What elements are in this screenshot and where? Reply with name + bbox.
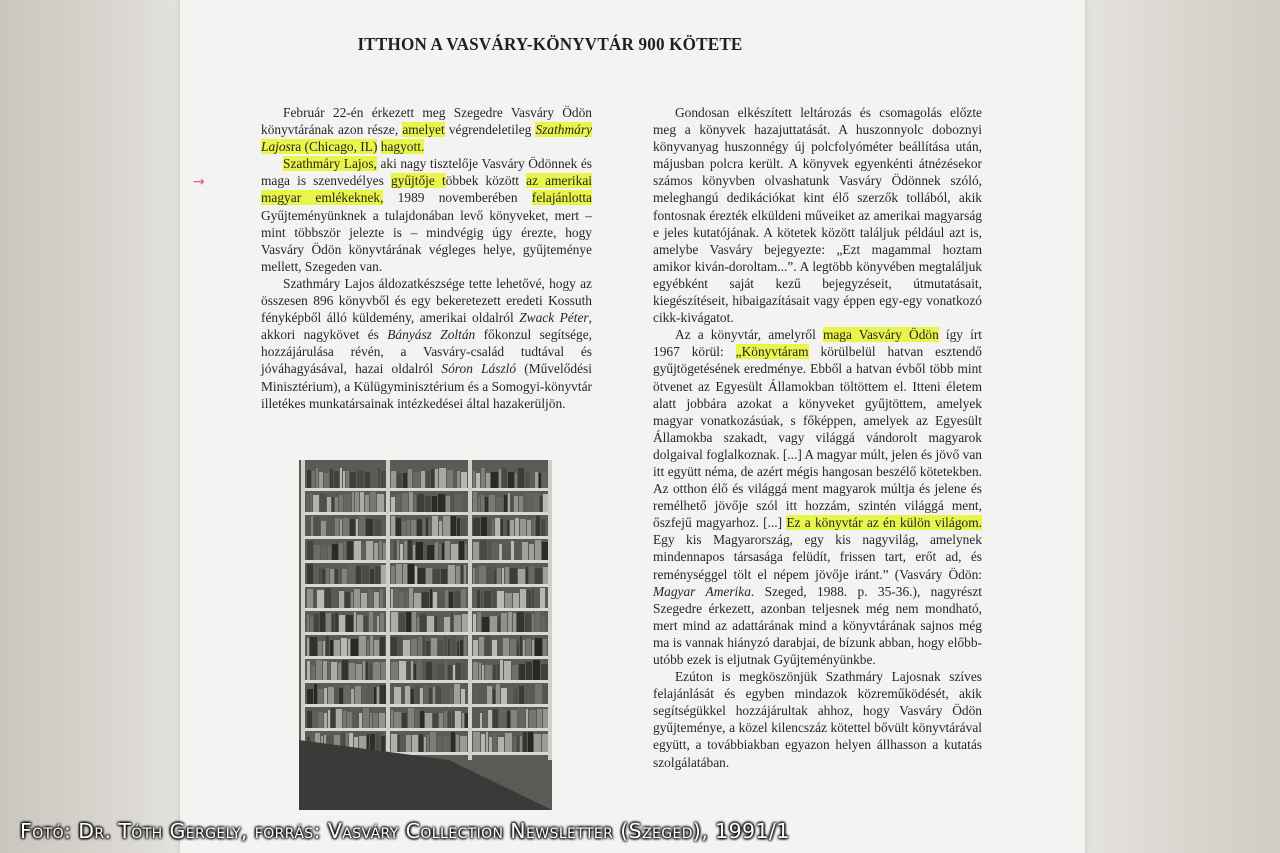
background-right — [1080, 0, 1280, 853]
right-paragraph-2: Az a könyvtár, amelyről maga Vasváry Ödön így írt 1967 körül: „Könyvtáram körülbelül hatvan esztendő gyűjtögetésének eredménye. Ebből a hatvan évből több mint ötvenet az Egyesült Államokban töltöttem el. Itteni életem alatt jobbára azokat a könyveket gyűjtöttem, amelyek magyar vonatkozásúak, s főképpen, amelyek az Egyesült Államokba szakadt, vagy világgá vándorolt magyarok dolgaival foglalkoznak. [...] A magyar múlt, jelen és jövő van itt együtt néma, de azért mégis hangosan beszélő kötetekben. Az otthon élő és világgá ment magyarok múltja és jelene és remélhető jövője szól itt hozzám, szintén világgá ment, őszfejű magyarhoz. [...] Ez a könyvtár az én külön világom. Egy kis Magyarország, egy kis nagyvilág, amelynek mindennapos társasága felüdít, frissen tart, erőt ad, és reménységgel tölt el népem jövője iránt.” (Vasváry Ödön: Magyar Amerika. Szeged, 1988. p. 35-36.), nagyrészt Szegedre érkezett, azonban teljesnek még nem mondható, mert mind az adattárának mind a könyvtárának sajnos még ma is vannak hiányzó darabjai, de bízunk abban, hogy előbb-utóbb ezek is eljutnak Gyűjteményünkbe. — [653, 327, 983, 667]
highlight: felajánlotta — [531, 190, 592, 206]
highlight: az amerikai magyar emlékeknek, — [261, 173, 592, 206]
highlight: „Könyvtáram — [735, 344, 809, 360]
right-paragraph-3: Ezúton is megköszönjük Szathmáry Lajosnak szíves felajánlását és egyben mindazok közreműködését, akik segítségükkel hozzájárultak ahhoz, hogy Vasváry Ödön gyűjteménye, a közel kilencszáz kötettel bővült könyvtárával együtt, a továbbiakban egyazon helyen állhasson a kutatás szolgálatában. — [653, 669, 982, 770]
photo-credit-caption: Fotó: Dr. Tóth Gergely, forrás: Vasváry Collection Newsletter (Szeged), 1991/1 — [20, 819, 790, 843]
article-title: ITTHON A VASVÁRY-KÖNYVTÁR 900 KÖTETE — [357, 34, 743, 54]
right-paragraph-1: Gondosan elkészített leltározás és csomagolás előzte meg a könyvek hazajuttatását. A huszonnyolc doboznyi könyvanyag huszonnégy új polcfolyóméter beállítása után, májusban polcra került. A könyvek egyenkénti átnézésekor számos könyvben olvashatunk Vasváry Ödönnek szóló, meleghangú dedikációkat kint élő szerzők tollából, akik fontosnak érezték elküldeni műveiket az amerikai magyarság e jeles kutatójának. A kötetek között találjuk például azt is, amelybe Vasváry bejegyezte: „Ezt magammal hoztam amikor kiván-doroltam...”. A legtöbb könyvében megtaláljuk egyébként saját kezű bejegyzéseit, útmutatásait, kiegészítéseit, hibaigazításait vagy éppen egy-egy vonatkozó cikk-kivágatot. — [653, 105, 982, 326]
bookshelves-photo — [299, 460, 552, 810]
highlight: hagyott. — [380, 139, 425, 155]
left-paragraph-3: Szathmáry Lajos áldozatkészsége tette lehetővé, hogy az összesen 896 könyvből és egy bekeretezett eredeti Kossuth fényképből álló küldemény, amerikai oldalról Zwack Péter, akkori nagykövet és Bányász Zoltán főkonzul segítsége, hozzájárulása révén, a Vasváry-család tudtával és jóváhagyásával, hazai oldalról Sóron László (Művelődési Minisztérium), a Külügyminisztérium és a Somogyi-könyvtár illetékes munkatársainak intézkedései által hazakerüljön. — [261, 275, 593, 411]
left-paragraph-2: Szathmáry Lajos, aki nagy tisztelője Vasváry Ödönnek és maga is szenvedélyes gyűjtője többek között az amerikai magyar emlékeknek, 1989 novemberében felajánlotta Gyűjteményünknek a tulajdonában levő könyveket, mert – mint többször jelezte is – mindvégig úgy érezte, hogy Vasváry Ödön könyvtárának végleges helye, gyűjteménye mellett, Szegeden van. — [261, 156, 592, 274]
highlight: maga Vasváry Ödön — [822, 327, 939, 343]
highlight: Szathmáry Lajos, — [283, 156, 377, 172]
left-paragraph-1: Február 22-én érkezett meg Szegedre Vasváry Ödön könyvtárának azon része, amelyet végrendeletileg Szathmáry Lajosra (Chicago, IL) hagyott. — [261, 105, 593, 155]
margin-arrow-mark: → — [193, 174, 205, 190]
highlight: amelyet — [402, 122, 445, 138]
highlight: Szathmáry Lajosra (Chicago, IL) — [261, 122, 593, 155]
background-left — [0, 0, 180, 853]
highlight: Ez a könyvtár az én külön világom. — [786, 515, 983, 531]
left-column — [261, 104, 592, 412]
right-column — [653, 104, 982, 771]
highlight: gyűjtője t — [390, 173, 446, 189]
bookshelves-image — [299, 460, 552, 810]
